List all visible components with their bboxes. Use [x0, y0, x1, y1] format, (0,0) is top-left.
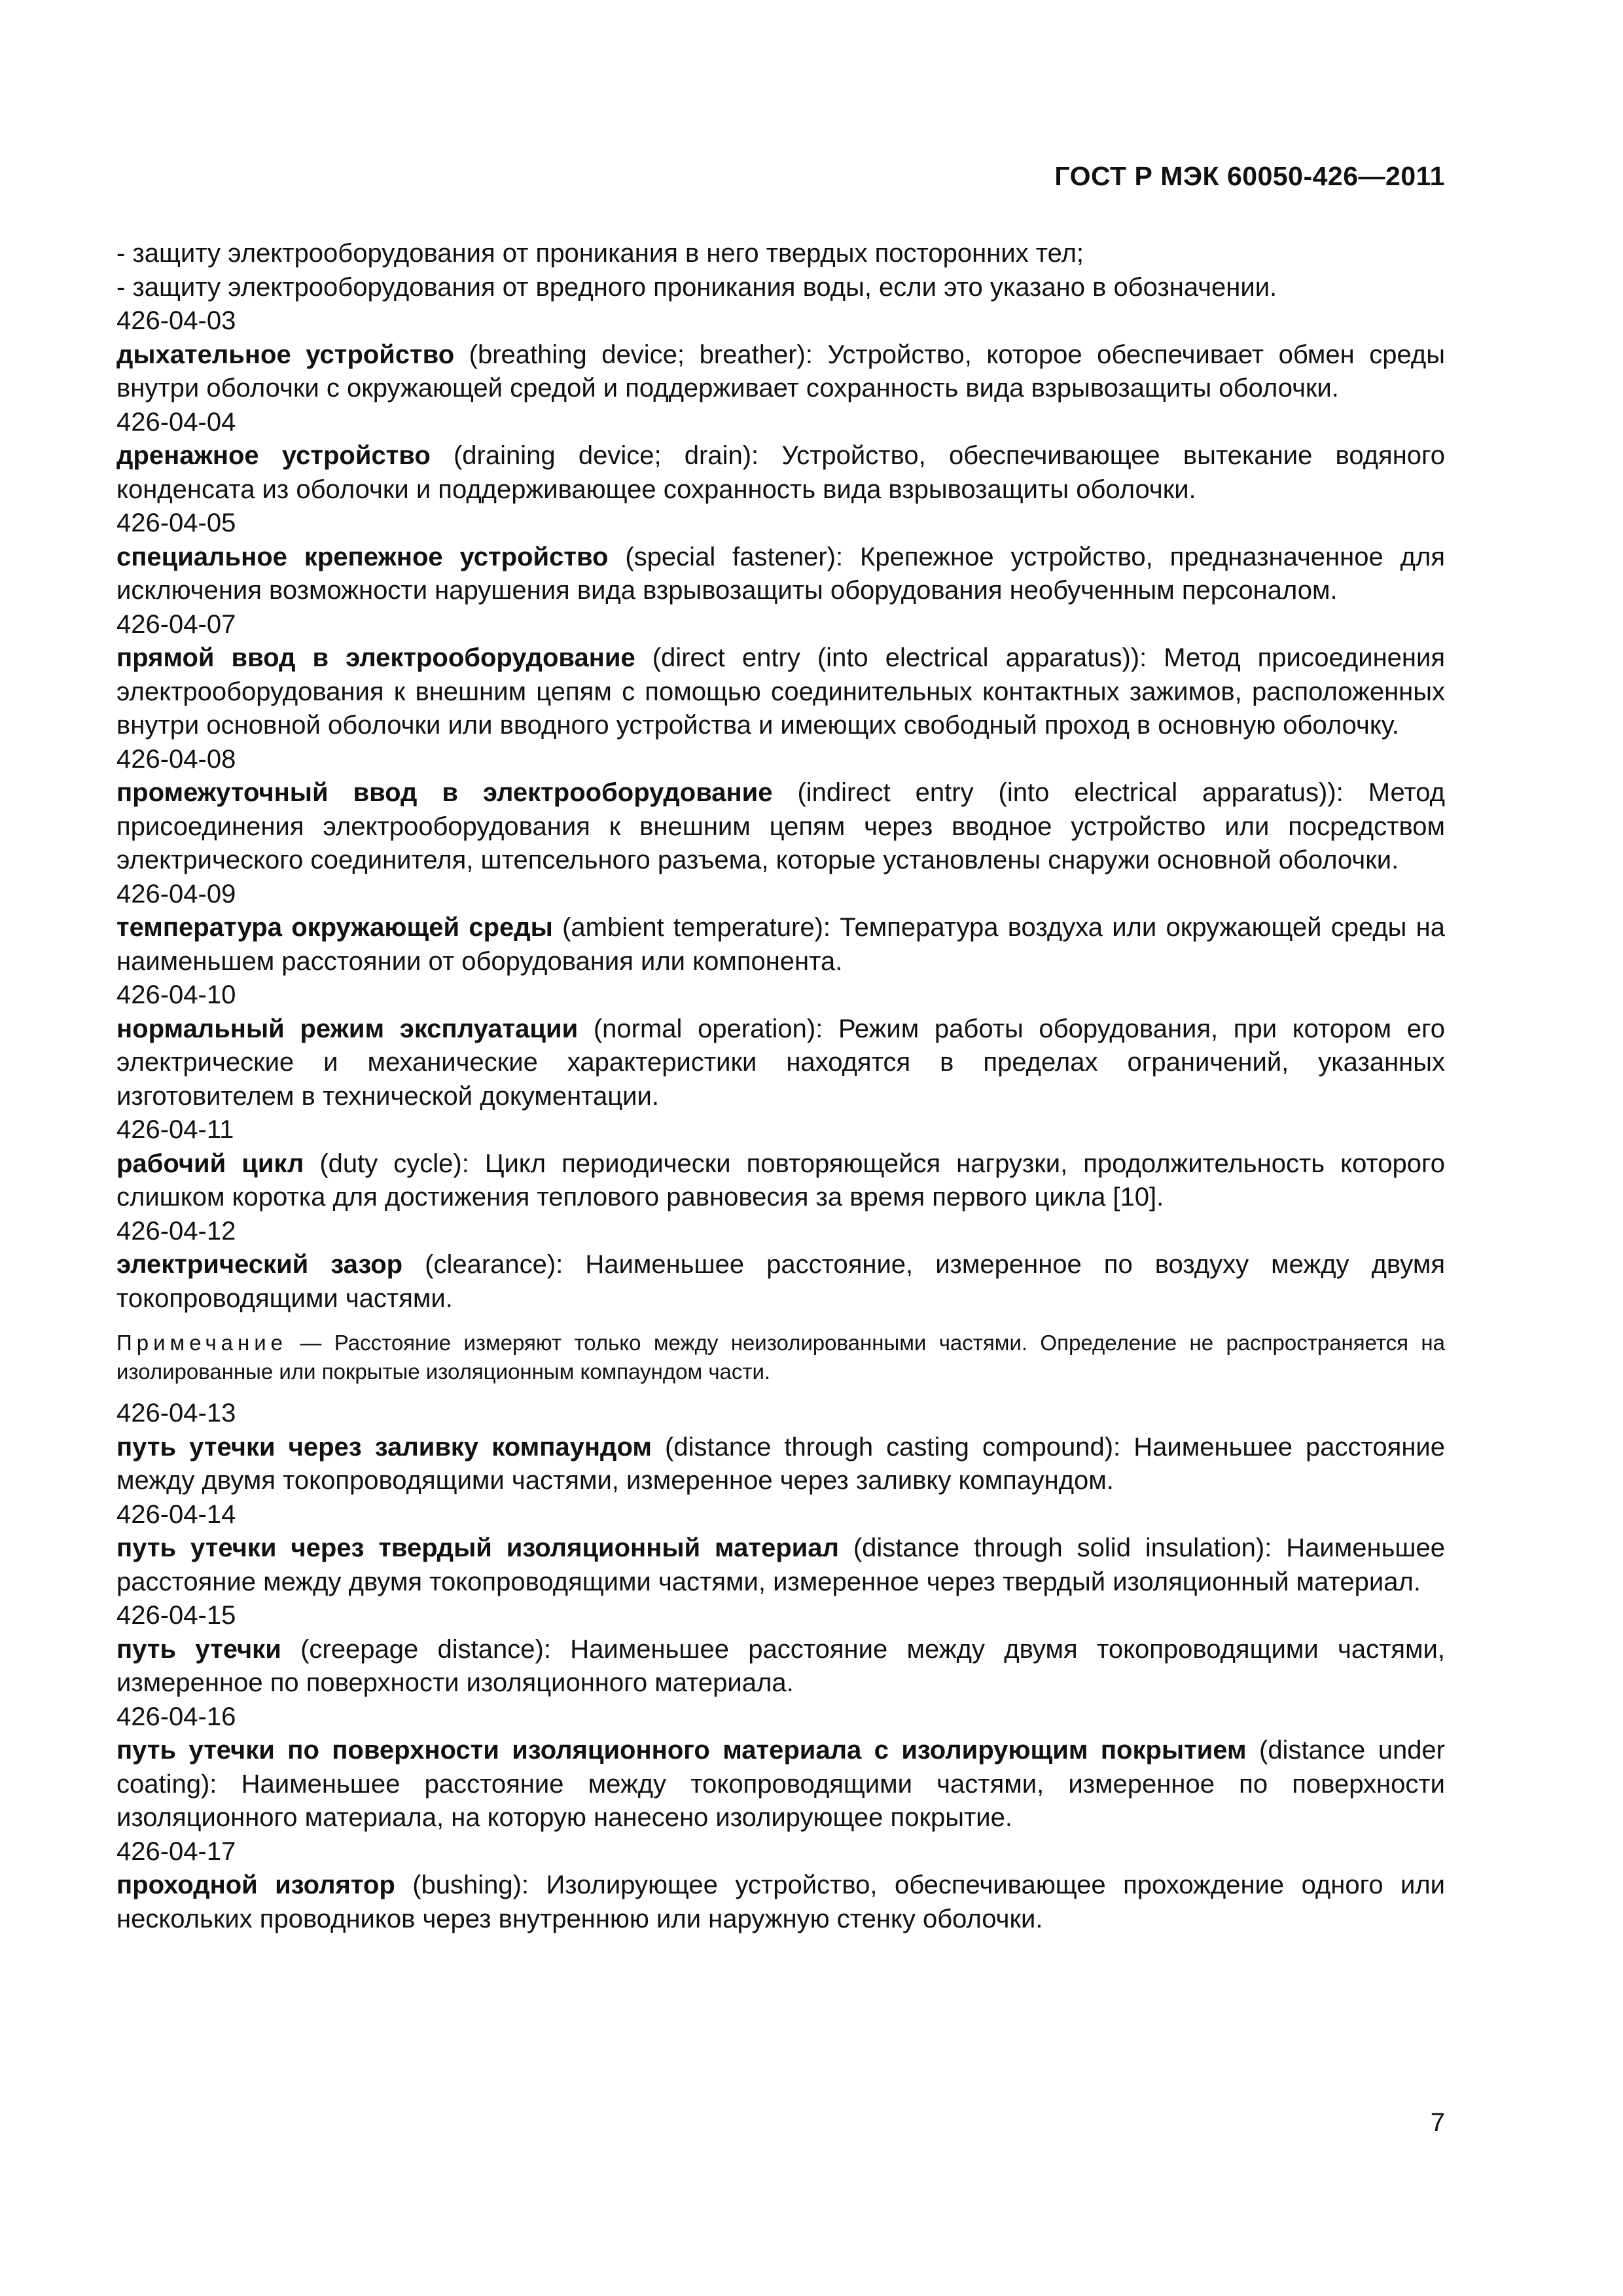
entry-code: 426-04-09: [116, 879, 236, 908]
entry-text: (indirect entry (into electrical apparatus)): Метод присоединения электрооборудования к внешним цепям через вводное устройство или посредством электрического соединителя, штепсельного разъема, которые установлены снаружи основной оболочки.: [116, 778, 1445, 874]
entry-definition: [116, 439, 1445, 507]
entry-term: рабочий цикл: [116, 1149, 304, 1178]
intro-item: - защиту электрооборудования от вредного проникания воды, если это указано в обозначении.: [116, 272, 1277, 302]
entry-definition: [116, 776, 1445, 878]
entry-term: путь утечки через твердый изоляционный материал: [116, 1534, 839, 1562]
entry-text: (ambient temperature): Температура воздуха или окружающей среды на наименьшем расстоянии от оборудования или компонента.: [116, 913, 1445, 976]
entry-code: 426-04-16: [116, 1702, 236, 1731]
entry-code: 426-04-07: [116, 609, 236, 639]
entry-text: (special fastener): Крепежное устройство, предназначенное для исключения возможности нарушения вида взрывозащиты оборудования необученным персоналом.: [116, 542, 1445, 605]
entry-code: 426-04-12: [116, 1216, 236, 1246]
entry-text: (distance under coating): Наименьшее расстояние между токопроводящими частями, измеренное по поверхности изоляционного материала, на которую нанесено изолирующее покрытие.: [116, 1736, 1446, 1832]
term-entry: [116, 406, 1445, 507]
entry-code: 426-04-13: [116, 1399, 236, 1427]
note: [116, 1329, 1445, 1386]
entry-term: нормальный режим эксплуатации: [116, 1014, 579, 1043]
entry-term: путь утечки через заливку компаундом: [116, 1432, 652, 1462]
entry-term: промежуточный ввод в электрооборудование: [116, 778, 773, 807]
entry-term: проходной изолятор: [116, 1871, 395, 1899]
document-body: [116, 237, 1445, 1936]
entry-definition: [116, 1013, 1445, 1114]
term-entry: [116, 1498, 1445, 1600]
entry-code: 426-04-10: [116, 980, 236, 1009]
entry-definition: [116, 1633, 1445, 1700]
entry-definition: [116, 1734, 1445, 1835]
entry-code: 426-04-11: [116, 1115, 234, 1144]
note-label: Примечание: [116, 1331, 288, 1355]
entry-term: путь утечки: [116, 1634, 281, 1664]
term-entry: [116, 1700, 1445, 1835]
entry-text: (distance through casting compound): Наименьшее расстояние между двумя токопроводящими частями, измеренное через заливку компаундом.: [116, 1432, 1446, 1495]
entry-term: прямой ввод в электрооборудование: [116, 643, 635, 672]
intro-item: - защиту электрооборудования от проникания в него твердых посторонних тел;: [116, 239, 1084, 268]
entry-definition: [116, 1431, 1445, 1498]
entry-code: 426-04-17: [116, 1837, 236, 1866]
term-entry: [116, 878, 1445, 979]
entry-definition: [116, 1147, 1445, 1215]
entry-definition: [116, 1869, 1445, 1936]
entry-text: (clearance): Наименьшее расстояние, измеренное по воздуху между двумя токопроводящими частями.: [116, 1250, 1445, 1313]
entry-text: (normal operation): Режим работы оборудования, при котором его электрические и механические характеристики находятся в пределах ограничений, указанных изготовителем в технической документации.: [116, 1014, 1445, 1111]
note-text: — Расстояние измеряют только между неизолированными частями. Определение не распространяется на изолированные или покрытые изоляционным компаундом части.: [116, 1331, 1445, 1384]
entry-code: 426-04-03: [116, 306, 236, 335]
entry-text: (distance through solid insulation): Наименьшее расстояние между двумя токопроводящими частями, измеренное через твердый изоляционный материал.: [116, 1534, 1445, 1596]
term-entry: [116, 1599, 1445, 1700]
entry-definition: [116, 641, 1445, 743]
entry-term: температура окружающей среды: [116, 913, 553, 942]
entry-code: 426-04-05: [116, 509, 236, 537]
term-entry: [116, 1113, 1445, 1215]
entry-code: 426-04-14: [116, 1499, 236, 1529]
entry-code: 426-04-15: [116, 1601, 236, 1630]
entry-text: (draining device; drain): Устройство, обеспечивающее вытекание водяного конденсата из оболочки и поддерживающее сохранность вида взрывозащиты оболочки.: [116, 441, 1445, 504]
entry-term: специальное крепежное устройство: [116, 542, 609, 571]
term-entry: [116, 1835, 1445, 1937]
entry-term: дренажное устройство: [116, 441, 431, 470]
term-entry: [116, 978, 1445, 1113]
page-number: 7: [1430, 2108, 1445, 2137]
term-entry: [116, 1397, 1445, 1498]
entry-text: (direct entry (into electrical apparatus)): Метод присоединения электрооборудования к внешним цепям с помощью соединительных контактных зажимов, расположенных внутри основной оболочки или вводного устройства и имеющих свободный проход в основную оболочку.: [116, 643, 1445, 740]
entry-text: (breathing device; breather): Устройство, которое обеспечивает обмен среды внутри оболочки с окружающей средой и поддерживает сохранность вида взрывозащиты оболочки.: [116, 340, 1445, 403]
entry-code: 426-04-08: [116, 744, 236, 774]
term-entry: [116, 507, 1445, 608]
entry-text: (duty cycle): Цикл периодически повторяющейся нагрузки, продолжительность которого слишком коротка для достижения теплового равновесия за время первого цикла [10].: [116, 1149, 1446, 1211]
entry-definition: [116, 338, 1445, 406]
entry-definition: [116, 1532, 1445, 1599]
entry-term: электрический зазор: [116, 1250, 403, 1279]
entry-definition: [116, 911, 1445, 978]
entry-text: (bushing): Изолирующее устройство, обеспечивающее прохождение одного или нескольких проводников через внутреннюю или наружную стенку оболочки.: [116, 1871, 1446, 1933]
standard-designation: ГОСТ Р МЭК 60050-426—2011: [1054, 161, 1445, 191]
entry-term: путь утечки по поверхности изоляционного материала с изолирующим покрытием: [116, 1736, 1247, 1765]
entry-term: дыхательное устройство: [116, 340, 455, 369]
document-page: [116, 0, 1445, 2296]
term-entry: [116, 743, 1445, 878]
term-entry: [116, 608, 1445, 743]
entry-definition: [116, 1248, 1445, 1316]
entry-text: (creepage distance): Наименьшее расстояние между двумя токопроводящими частями, измеренное по поверхности изоляционного материала.: [116, 1634, 1446, 1697]
entry-definition: [116, 541, 1445, 608]
entry-code: 426-04-04: [116, 407, 236, 437]
term-entry: [116, 304, 1445, 406]
term-entry: [116, 1215, 1445, 1316]
